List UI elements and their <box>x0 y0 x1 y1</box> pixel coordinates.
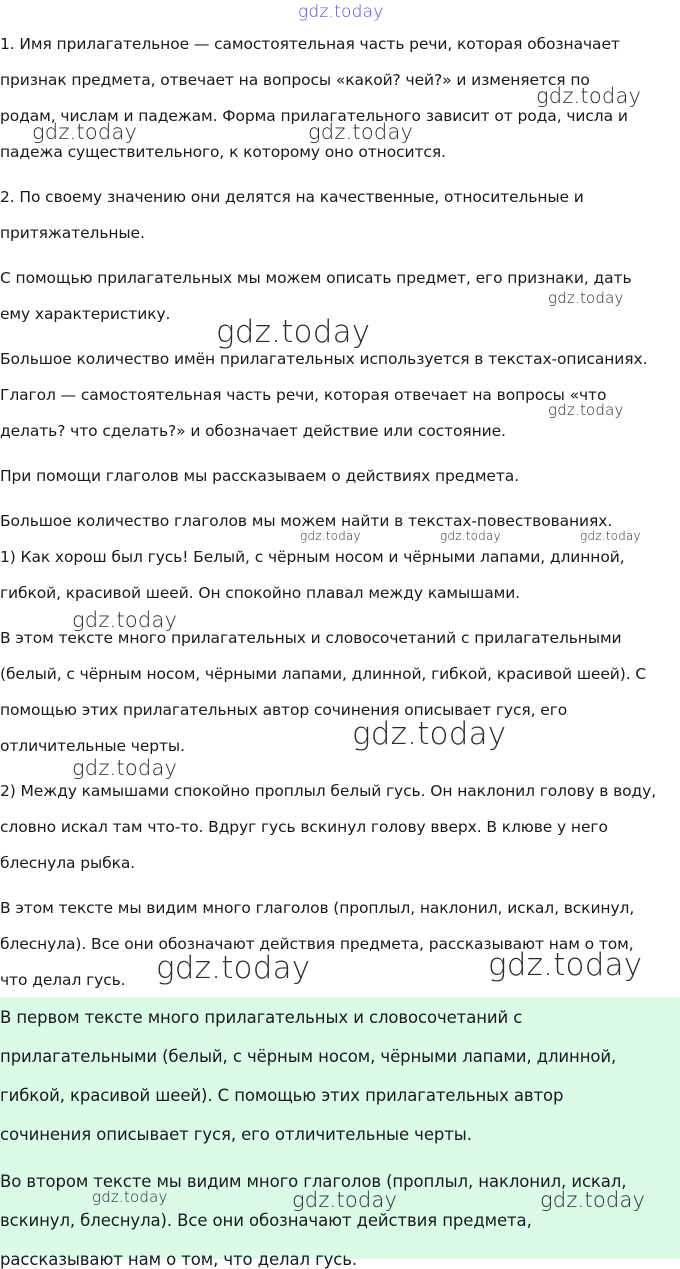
watermark: gdz.today <box>580 529 641 543</box>
top-watermark: gdz.today <box>298 2 384 22</box>
answer-line: рассказывают нам о том, что делал гусь. <box>0 1250 358 1269</box>
watermark: gdz.today <box>32 120 138 144</box>
answer-line: Во втором тексте мы видим много глаголов (проплыл, наклонил, искал, <box>0 1172 627 1191</box>
watermark: gdz.today <box>308 120 414 144</box>
text-line: ему характеристику. <box>0 305 171 323</box>
text-line: Большое количество глаголов мы можем найти в текстах-повествованиях. <box>0 512 613 530</box>
answer-line: гибкой, красивой шеей). С помощью этих прилагательных автор <box>0 1086 564 1105</box>
text-line: падежа существительного, к которому оно относится. <box>0 143 446 161</box>
answer-line: сочинения описывает гуся, его отличительные черты. <box>0 1125 472 1144</box>
text-line: В этом тексте мы видим много глаголов (проплыл, наклонил, искал, вскинул, <box>0 899 635 917</box>
text-line: (белый, с чёрным носом, чёрными лапами, длинной, гибкой, красивой шеей). С <box>0 665 647 683</box>
text-line: 2. По своему значению они делятся на качественные, относительные и <box>0 188 584 206</box>
text-line: гибкой, красивой шеей. Он спокойно плавал между камышами. <box>0 584 520 602</box>
text-line: притяжательные. <box>0 224 145 242</box>
text-line: что делал гусь. <box>0 971 126 989</box>
answer-line: вскинул, блеснула). Все они обозначают действия предмета, <box>0 1211 532 1230</box>
watermark: gdz.today <box>72 608 178 632</box>
text-line: блеснула рыбка. <box>0 854 136 872</box>
text-line: словно искал там что-то. Вдруг гусь вскинул голову вверх. В клюве у него <box>0 818 608 836</box>
text-line: С помощью прилагательных мы можем описать предмет, его признаки, дать <box>0 269 632 287</box>
text-line: блеснула). Все они обозначают действия предмета, рассказывают нам о том, <box>0 935 634 953</box>
answer-line: прилагательными (белый, с чёрным носом, чёрными лапами, длинной, <box>0 1047 617 1066</box>
text-line: признак предмета, отвечает на вопросы «какой? чей?» и изменяется по <box>0 71 590 89</box>
text-line: 2) Между камышами спокойно проплыл белый гусь. Он наклонил голову в воду, <box>0 782 657 800</box>
answer-line: В первом тексте много прилагательных и словосочетаний с <box>0 1008 523 1027</box>
text-line: помощью этих прилагательных автор сочинения описывает гуся, его <box>0 701 568 719</box>
watermark: gdz.today <box>488 947 643 983</box>
text-line: 1) Как хорош был гусь! Белый, с чёрным носом и чёрными лапами, длинной, <box>0 548 625 566</box>
watermark: gdz.today <box>352 716 507 752</box>
watermark: gdz.today <box>300 529 361 543</box>
watermark: gdz.today <box>216 314 371 350</box>
watermark: gdz.today <box>92 1188 168 1206</box>
text-line: 1. Имя прилагательное — самостоятельная часть речи, которая обозначает <box>0 35 620 53</box>
watermark: gdz.today <box>156 950 311 986</box>
text-line: отличительные черты. <box>0 737 185 755</box>
watermark: gdz.today <box>540 1188 646 1212</box>
watermark: gdz.today <box>292 1188 398 1212</box>
text-line: Большое количество имён прилагательных используется в текстах-описаниях. <box>0 350 648 368</box>
watermark: gdz.today <box>72 756 178 780</box>
text-line: Глагол — самостоятельная часть речи, которая отвечает на вопросы «что <box>0 386 607 404</box>
text-line: В этом тексте много прилагательных и словосочетаний с прилагательными <box>0 629 622 647</box>
text-line: родам, числам и падежам. Форма прилагательного зависит от рода, числа и <box>0 107 628 125</box>
watermark: gdz.today <box>548 289 624 307</box>
watermark: gdz.today <box>536 84 642 108</box>
watermark: gdz.today <box>440 529 501 543</box>
text-line: делать? что сделать?» и обозначает действие или состояние. <box>0 422 506 440</box>
watermark: gdz.today <box>548 401 624 419</box>
text-line: При помощи глаголов мы рассказываем о действиях предмета. <box>0 467 520 485</box>
